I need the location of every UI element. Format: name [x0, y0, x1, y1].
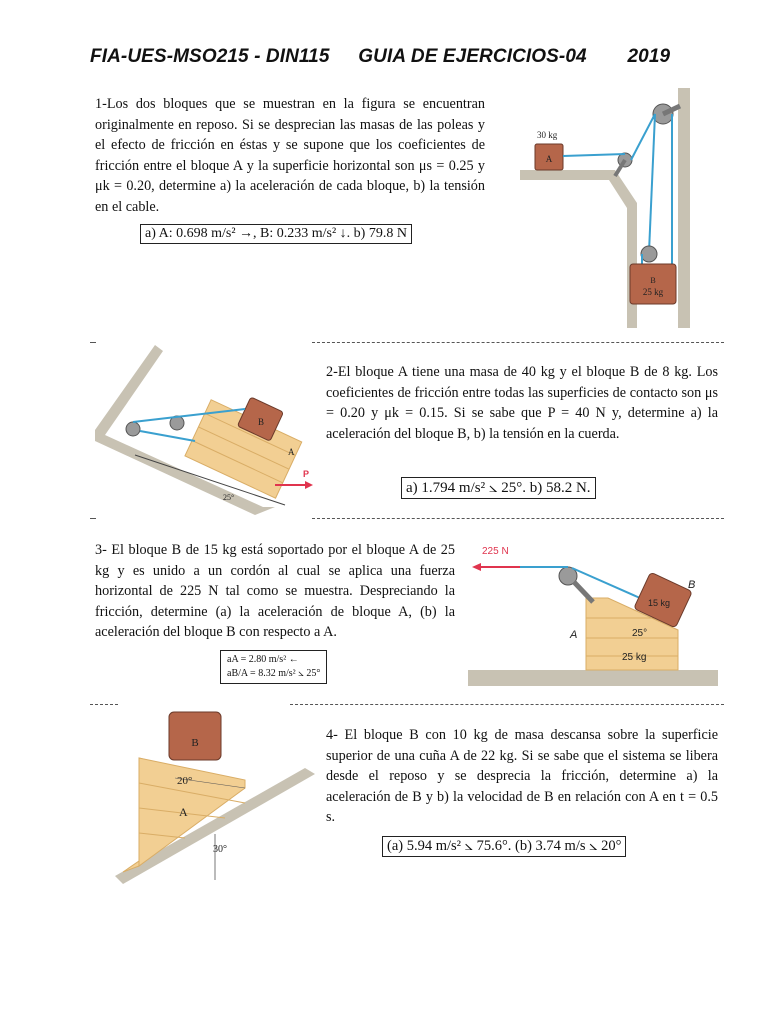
separator [290, 704, 724, 705]
block-b-mass: 15 kg [648, 598, 671, 608]
block-b [169, 712, 221, 760]
problem-2-figure [95, 345, 320, 515]
problem-3-answer-a: aA = 2.80 m/s² ← [227, 654, 299, 665]
block-a-label: A [570, 629, 578, 641]
wedge-top-angle: 20° [177, 775, 193, 787]
incline-angle: 25° [223, 493, 235, 502]
block-a-mass: 30 kg [537, 130, 558, 140]
block-a-mass: 25 kg [622, 652, 647, 663]
problem-1-answer: a) A: 0.698 m/s² →, B: 0.233 m/s² ↓. b) 79.8 N [140, 224, 412, 244]
pulley-icon [126, 422, 140, 436]
block-a-label: A [288, 447, 295, 457]
separator [312, 518, 724, 519]
separator [90, 518, 96, 519]
ground [468, 670, 718, 686]
problem-3-answer-b: aB/A = 8.32 m/s² ⦣ 25° [227, 668, 321, 679]
course-code: FIA-UES-MSO215 - DIN115 [90, 46, 330, 67]
block-a-label: A [179, 805, 188, 819]
separator [90, 704, 118, 705]
separator [90, 342, 96, 343]
guide-year: 2019 [627, 46, 671, 67]
problem-4-answer: (a) 5.94 m/s² ⦣ 75.6°. (b) 3.74 m/s ⦣ 20° [382, 836, 626, 857]
problem-3-answer [220, 650, 327, 684]
force-label: P [303, 469, 310, 479]
wedge-angle: 25° [632, 628, 648, 639]
separator [312, 342, 724, 343]
problem-4-text: 4- El bloque B con 10 kg de masa descansa sobre la superficie superior de una cuña A de 22 kg. Si se sabe que el sistema se libera desde el reposo y se desprecia la fricción, determine a) la aceleración de B y b) la velocidad de B en relación con A en t = 0.5 s. [326, 727, 718, 825]
problem-2-answer: a) 1.794 m/s² ⦣ 25°. b) 58.2 N. [401, 477, 596, 499]
block-b-label: B [688, 579, 696, 591]
force-label: 225 N [482, 546, 509, 557]
incline-angle: 30° [213, 844, 227, 855]
block-b-label: B [650, 276, 656, 285]
block-a-label: A [545, 154, 553, 164]
block-b-label: B [191, 737, 199, 749]
block-b-label: B [258, 417, 265, 427]
bottom-pulley-icon [641, 246, 657, 262]
support-ledge [520, 170, 637, 328]
guide-title: GUIA DE EJERCICIOS-04 [358, 46, 587, 67]
problem-1-text: 1-Los dos bloques que se muestran en la figura se encuentran originalmente en reposo. Si se desprecian las masas de las poleas y el efecto de fricción en éstas y se supone que los coeficientes de fricción entre el bloque A y la superficie horizontal son μs = 0.25 y μk = 0.20, determine a) la aceleración de cada bloque, b) la tensión en el cable. [95, 96, 485, 215]
problem-3-text: 3- El bloque B de 15 kg está soportado por el bloque A de 25 kg y es unido a un cordón al cual se aplica una fuerza horizontal de 225 N tal como se muestra. Despreciando la fricción, determine (a) la aceleración de bloque A, (b) la aceleración del bloque B con respecto a A. [95, 542, 455, 640]
problem-3-figure [468, 538, 718, 686]
vertical-wall [678, 88, 690, 328]
page-header [90, 46, 690, 68]
problem-1-figure [515, 88, 700, 328]
problem-4-figure [115, 708, 315, 888]
problem-2-text: 2-El bloque A tiene una masa de 40 kg y el bloque B de 8 kg. Los coeficientes de fricción entre todas las superficies de contacto son μs = 0.20 y μk = 0.15. Si se sabe que P = 40 N y, determine a) la aceleración del bloque B, b) la tensión en la cuerda. [326, 364, 718, 442]
block-b-mass: 25 kg [642, 287, 664, 297]
